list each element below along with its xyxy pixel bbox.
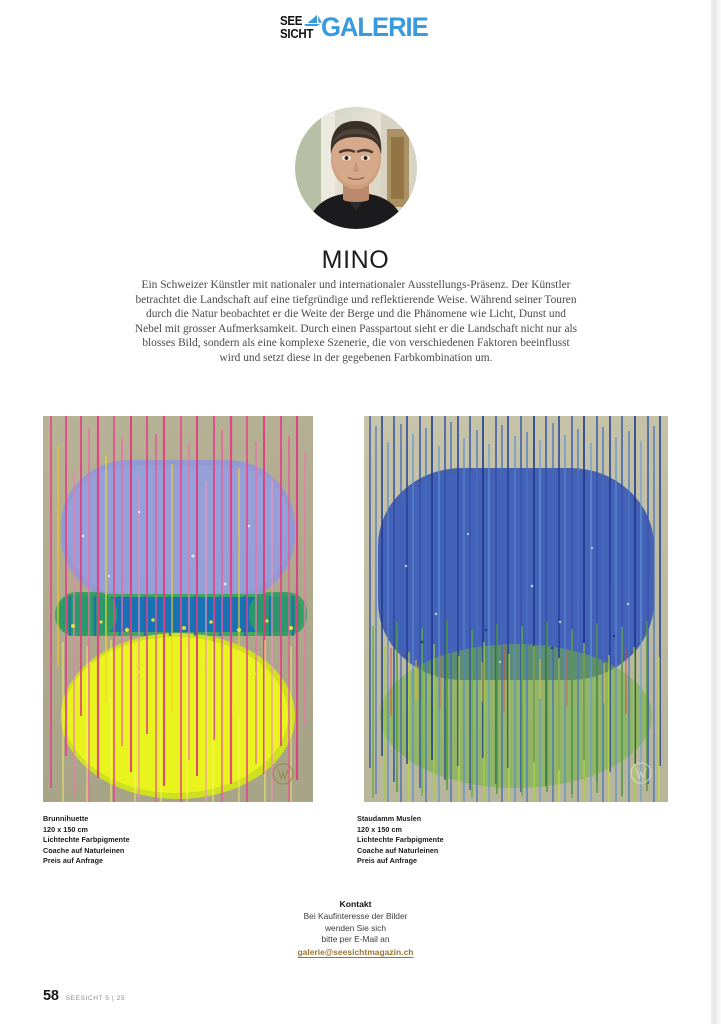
artist-bio: Ein Schweizer Künstler mit nationaler und internationaler Ausstellungs-Präsenz. Der Künstler betrachtet die Landschaft auf eine tiefgründige und reflektierende Weise. Während seiner Touren durch die Natur beobachtet er die Weite der Berge und die Phänomene wie Licht, Dunst und Nebel mit grosser Aufmerksamkeit. Durch einen Passpartout sieht er die Landschaft nicht nur als blosses Bild, sondern als eine komplexe Szenerie, die von verschiedenen Faktoren beeinflusst wird und setzt diese in der gegebenen Farbkombination um. xyxy=(134,279,578,364)
logo-line-sicht: SICHT xyxy=(279,27,313,41)
page-number: 58 xyxy=(43,988,59,1004)
artwork-figure-1[interactable] xyxy=(43,416,313,802)
logo-line-see: SEE xyxy=(279,13,303,28)
artwork-support: Coache auf Naturleinen xyxy=(357,845,439,855)
galerie-wordmark: GALERIE xyxy=(320,12,428,42)
artwork-caption-2 xyxy=(357,814,444,867)
contact-email-link[interactable]: galerie@seesichtmagazin.ch xyxy=(297,947,414,958)
contact-block xyxy=(0,899,711,959)
artwork-gallery xyxy=(43,416,668,802)
issue-label: SEESICHT 5 | 25 xyxy=(65,995,126,1002)
artwork-material: Lichtechte Farbpigmente xyxy=(357,835,444,845)
page-title: MINO xyxy=(321,246,390,274)
artwork-price: Preis auf Anfrage xyxy=(43,856,104,866)
artwork-image-staudamm-muslen[interactable] xyxy=(364,416,668,802)
portrait-container xyxy=(0,107,711,229)
page-edge-shadow xyxy=(711,0,721,1024)
page-footer xyxy=(43,988,125,1004)
artwork-image-brunnihuette[interactable] xyxy=(43,416,313,802)
artwork-caption-1 xyxy=(43,814,130,867)
artwork-dimensions: 120 x 150 cm xyxy=(43,824,88,834)
contact-line-2: wenden Sie sich xyxy=(325,922,386,933)
masthead xyxy=(0,13,711,42)
seesicht-wordmark xyxy=(278,13,319,42)
artwork-dimensions: 120 x 150 cm xyxy=(357,824,402,834)
avatar xyxy=(295,107,417,229)
artwork-material: Lichtechte Farbpigmente xyxy=(43,835,130,845)
contact-line-1: Bei Kaufinteresse der Bilder xyxy=(303,910,408,921)
artwork-title: Staudamm Muslen xyxy=(357,814,422,823)
artwork-support: Coache auf Naturleinen xyxy=(43,845,125,855)
contact-line-3: bitte per E-Mail an xyxy=(321,934,390,945)
sailboat-icon xyxy=(303,14,323,26)
seesicht-galerie-logo[interactable] xyxy=(278,13,433,42)
artwork-figure-2[interactable] xyxy=(364,416,668,802)
artwork-price: Preis auf Anfrage xyxy=(357,856,418,866)
contact-title: Kontakt xyxy=(339,899,372,909)
artwork-title: Brunnihuette xyxy=(43,814,89,823)
